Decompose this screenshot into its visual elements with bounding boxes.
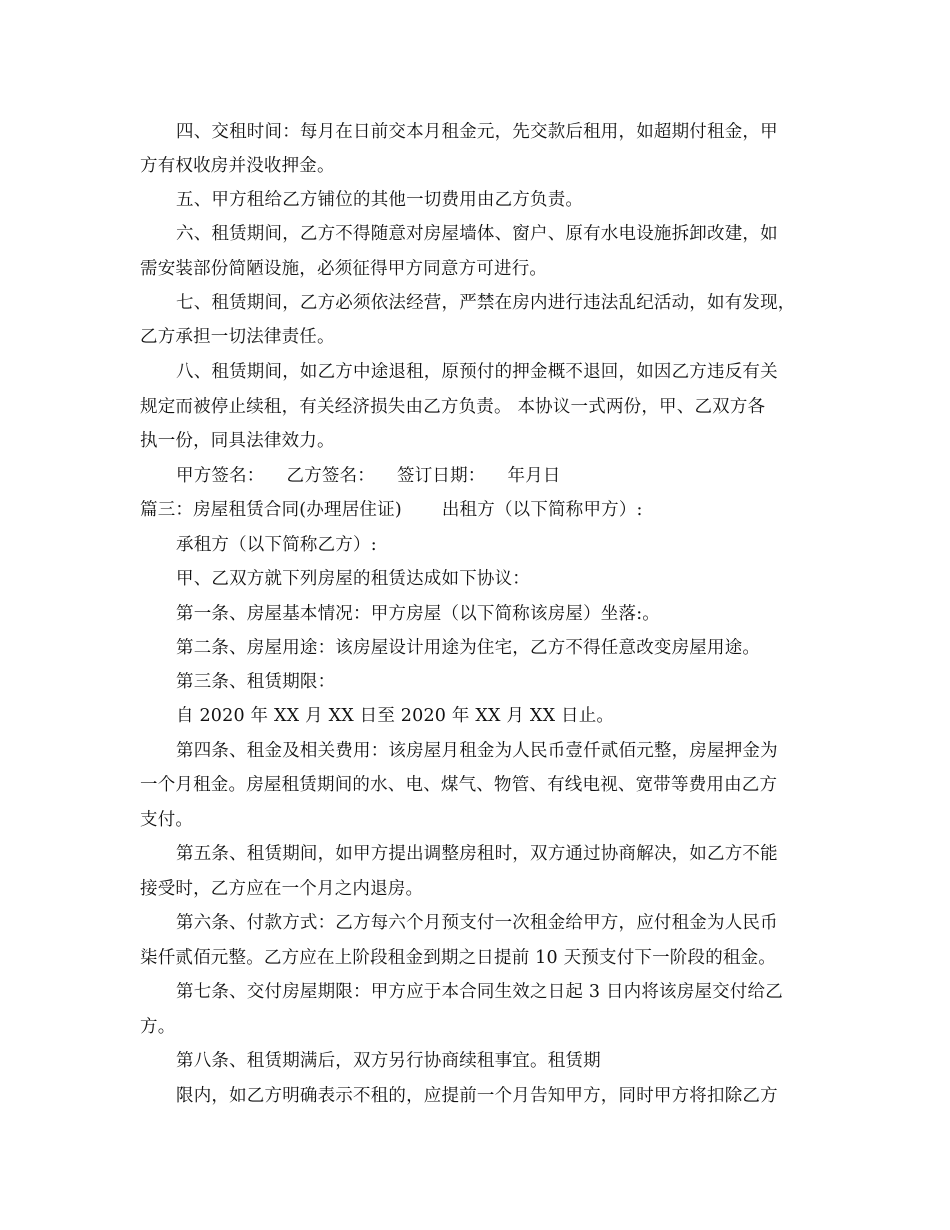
sign-date-label: 签订日期： xyxy=(397,466,486,486)
text-line: 甲、乙双方就下列房屋的租赁达成如下协议： xyxy=(176,569,530,589)
text-line: 一个月租金。房屋租赁期间的水、电、煤气、物管、有线电视、宽带等费用由乙方 xyxy=(140,775,778,795)
text-line: 执一份，同具法律效力。 xyxy=(140,431,335,451)
text-line: 八、租赁期间，如乙方中途退租，原预付的押金概不退回，如因乙方违反有关 xyxy=(176,362,778,382)
text-line: 需安装部份简陋设施，必须征得甲方同意方可进行。 xyxy=(140,259,548,279)
text-line: 方有权收房并没收押金。 xyxy=(140,156,335,176)
text-line: 自 2020 年 XX 月 XX 日至 2020 年 XX 月 XX 日止。 xyxy=(176,706,615,726)
text-line: 五、甲方租给乙方铺位的其他一切费用由乙方负责。 xyxy=(176,190,584,210)
text-line: 四、交租时间：每月在日前交本月租金元，先交款后租用，如超期付租金，甲 xyxy=(176,122,778,142)
text-line: 第一条、房屋基本情况：甲方房屋（以下简称该房屋）坐落:。 xyxy=(176,604,660,624)
section-header xyxy=(140,495,820,525)
section-title: 篇三：房屋租赁合同(办理居住证) xyxy=(140,500,402,520)
text-line: 方。 xyxy=(140,1017,176,1037)
text-line: 第六条、付款方式：乙方每六个月预支付一次租金给甲方，应付租金为人民币 xyxy=(176,913,778,933)
lessor-label: 出租方（以下简称甲方）: xyxy=(441,500,643,520)
text-line: 限内，如乙方明确表示不租的，应提前一个月告知甲方，同时甲方将扣除乙方 xyxy=(176,1086,778,1106)
text-line: 乙方承担一切法律责任。 xyxy=(140,327,335,347)
text-line: 规定而被停止续租，有关经济损失由乙方负责。 本协议一式两份，甲、乙双方各 xyxy=(140,397,766,417)
text-line: 接受时，乙方应在一个月之内退房。 xyxy=(140,879,424,899)
text-line: 第五条、租赁期间，如甲方提出调整房租时，双方通过协商解决，如乙方不能 xyxy=(176,844,778,864)
sign-date-value: 年月日 xyxy=(507,466,561,486)
signature-line xyxy=(176,461,820,491)
text-line: 第三条、租赁期限： xyxy=(176,672,336,692)
text-line: 第四条、租金及相关费用：该房屋月租金为人民币壹仟贰佰元整，房屋押金为 xyxy=(176,741,778,761)
party-a-signature-label: 甲方签名： xyxy=(176,466,265,486)
text-line: 第二条、房屋用途：该房屋设计用途为住宅，乙方不得任意改变房屋用途。 xyxy=(176,638,761,658)
text-line: 七、租赁期间，乙方必须依法经营，严禁在房内进行违法乱纪活动，如有发现， xyxy=(176,293,796,313)
text-line: 第八条、租赁期满后，双方另行协商续租事宜。租赁期 xyxy=(176,1051,601,1071)
text-line: 承租方（以下简称乙方）: xyxy=(176,535,377,555)
text-line: 支付。 xyxy=(140,810,194,830)
text-line: 第七条、交付房屋期限：甲方应于本合同生效之日起 3 日内将该房屋交付给乙 xyxy=(176,982,783,1002)
text-line: 柒仟贰佰元整。乙方应在上阶段租金到期之日提前 10 天预支付下一阶段的租金。 xyxy=(140,948,776,968)
text-line: 六、租赁期间，乙方不得随意对房屋墙体、窗户、原有水电设施拆卸改建，如 xyxy=(176,224,778,244)
party-b-signature-label: 乙方签名： xyxy=(286,466,375,486)
